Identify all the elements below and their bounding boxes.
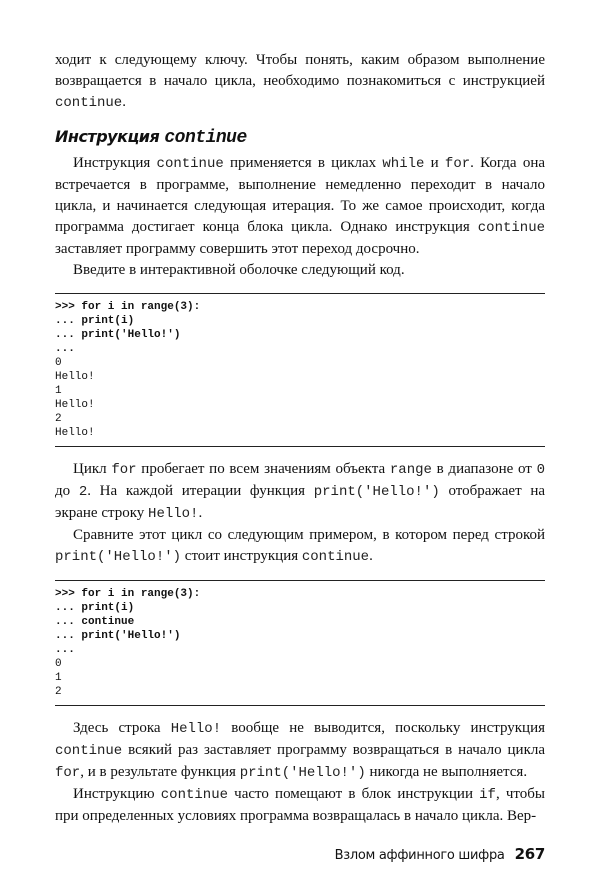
- inline-code: print('Hello!'): [55, 549, 182, 565]
- text-run: до: [55, 483, 79, 499]
- text-run: ходит к следующему ключу. Чтобы понять, каким образом выполнение возвращается в начало цикла, необходимо познакомиться с инструкцией: [55, 52, 545, 89]
- text-run: .: [122, 94, 126, 110]
- running-title: Взлом аффинного шифра: [334, 848, 505, 863]
- text-run: часто помещают в блок инструкции: [228, 786, 480, 802]
- code-input-line: ...: [55, 343, 75, 355]
- paragraph: [55, 718, 545, 784]
- text-run: .: [198, 505, 203, 521]
- code-output-line: 2: [55, 413, 62, 425]
- text-run: , чтобы при определенных условиях программа возвращалась в начало цикла. Вер-: [55, 786, 545, 824]
- paragraph: [55, 153, 545, 260]
- text-run: и: [424, 155, 445, 171]
- inline-code: Hello!: [148, 506, 199, 522]
- text-run: Здесь строка: [73, 720, 171, 736]
- text-run: .: [369, 548, 373, 564]
- code-input-line: ... print('Hello!'): [55, 630, 181, 642]
- code-output-line: 0: [55, 658, 62, 670]
- code-input-line: >>> for i in range(3):: [55, 588, 201, 600]
- text-run: Инструкцию: [73, 786, 161, 802]
- paragraph: [55, 784, 545, 827]
- code-input-line: ... print('Hello!'): [55, 329, 181, 341]
- text-run: применяется в циклах: [223, 155, 383, 171]
- text-run: Введите в интерактивной оболочке следующий код.: [73, 262, 405, 278]
- code-output-line: Hello!: [55, 399, 95, 411]
- text-run: . Когда она встречается в программе, выполнение немедленно переходит в начало цикла, и начинается следующая итерация. То же самое происходит, когда программа достигает конца блока цикла. Однако инструкция: [55, 155, 546, 235]
- code-output-line: 1: [55, 672, 62, 684]
- text-run: никогда не выполняется.: [365, 764, 528, 780]
- inline-code: continue: [160, 787, 228, 803]
- text-run: . На каждой итерации функция: [87, 483, 314, 499]
- paragraph: [55, 459, 545, 525]
- text-run: пробегает по всем значениям объекта: [136, 461, 390, 477]
- section-heading: [55, 126, 545, 149]
- inline-code: continue: [55, 95, 123, 111]
- page-number: 267: [514, 845, 545, 863]
- inline-code: continue: [301, 549, 370, 565]
- heading-text: Инструкция: [55, 127, 160, 146]
- paragraph: [55, 525, 545, 568]
- text-run: Цикл: [73, 461, 112, 477]
- paragraph: [55, 260, 545, 281]
- code-output-line: 1: [55, 385, 62, 397]
- inline-code: for: [111, 462, 137, 478]
- inline-code: print('Hello!'): [239, 765, 366, 781]
- inline-code: range: [389, 462, 432, 478]
- inline-code: continue: [156, 156, 224, 172]
- text-run: Сравните этот цикл со следующим примером, в котором перед строкой: [73, 527, 545, 543]
- text-run: в диапазоне от: [431, 461, 537, 477]
- text-run: стоит инструкция: [181, 548, 302, 564]
- inline-code: if: [479, 787, 496, 803]
- inline-code: print('Hello!'): [313, 484, 440, 500]
- code-output-line: 2: [55, 686, 62, 698]
- inline-code: for: [55, 765, 81, 781]
- inline-code: continue: [55, 743, 123, 759]
- text-run: Инструкция: [73, 155, 157, 171]
- code-output-line: 0: [55, 357, 62, 369]
- inline-code: 2: [78, 484, 88, 500]
- inline-code: 0: [536, 462, 545, 478]
- code-input-line: >>> for i in range(3):: [55, 301, 201, 313]
- code-block: [55, 580, 545, 706]
- text-run: заставляет программу совершить этот переход досрочно.: [55, 241, 420, 257]
- code-output-line: Hello!: [55, 427, 95, 439]
- code-block: [55, 293, 545, 447]
- text-run: всякий раз заставляет программу возвращаться в начало цикла: [122, 742, 545, 758]
- code-output-line: Hello!: [55, 371, 95, 383]
- paragraph: [55, 50, 545, 114]
- inline-code: continue: [477, 220, 545, 236]
- code-input-line: ...: [55, 644, 75, 656]
- text-run: вообще не выводится, поскольку инструкция: [221, 720, 546, 736]
- heading-code: continue: [164, 128, 247, 148]
- inline-code: while: [382, 156, 425, 172]
- code-input-line: ... print(i): [55, 602, 135, 614]
- inline-code: for: [444, 156, 471, 172]
- text-run: , и в результате функция: [80, 764, 240, 780]
- code-input-line: ... print(i): [55, 315, 135, 327]
- inline-code: Hello!: [170, 721, 222, 737]
- page-footer: [55, 845, 545, 865]
- code-input-line: ... continue: [55, 616, 135, 628]
- text-run: отображает на экране строку: [55, 483, 546, 521]
